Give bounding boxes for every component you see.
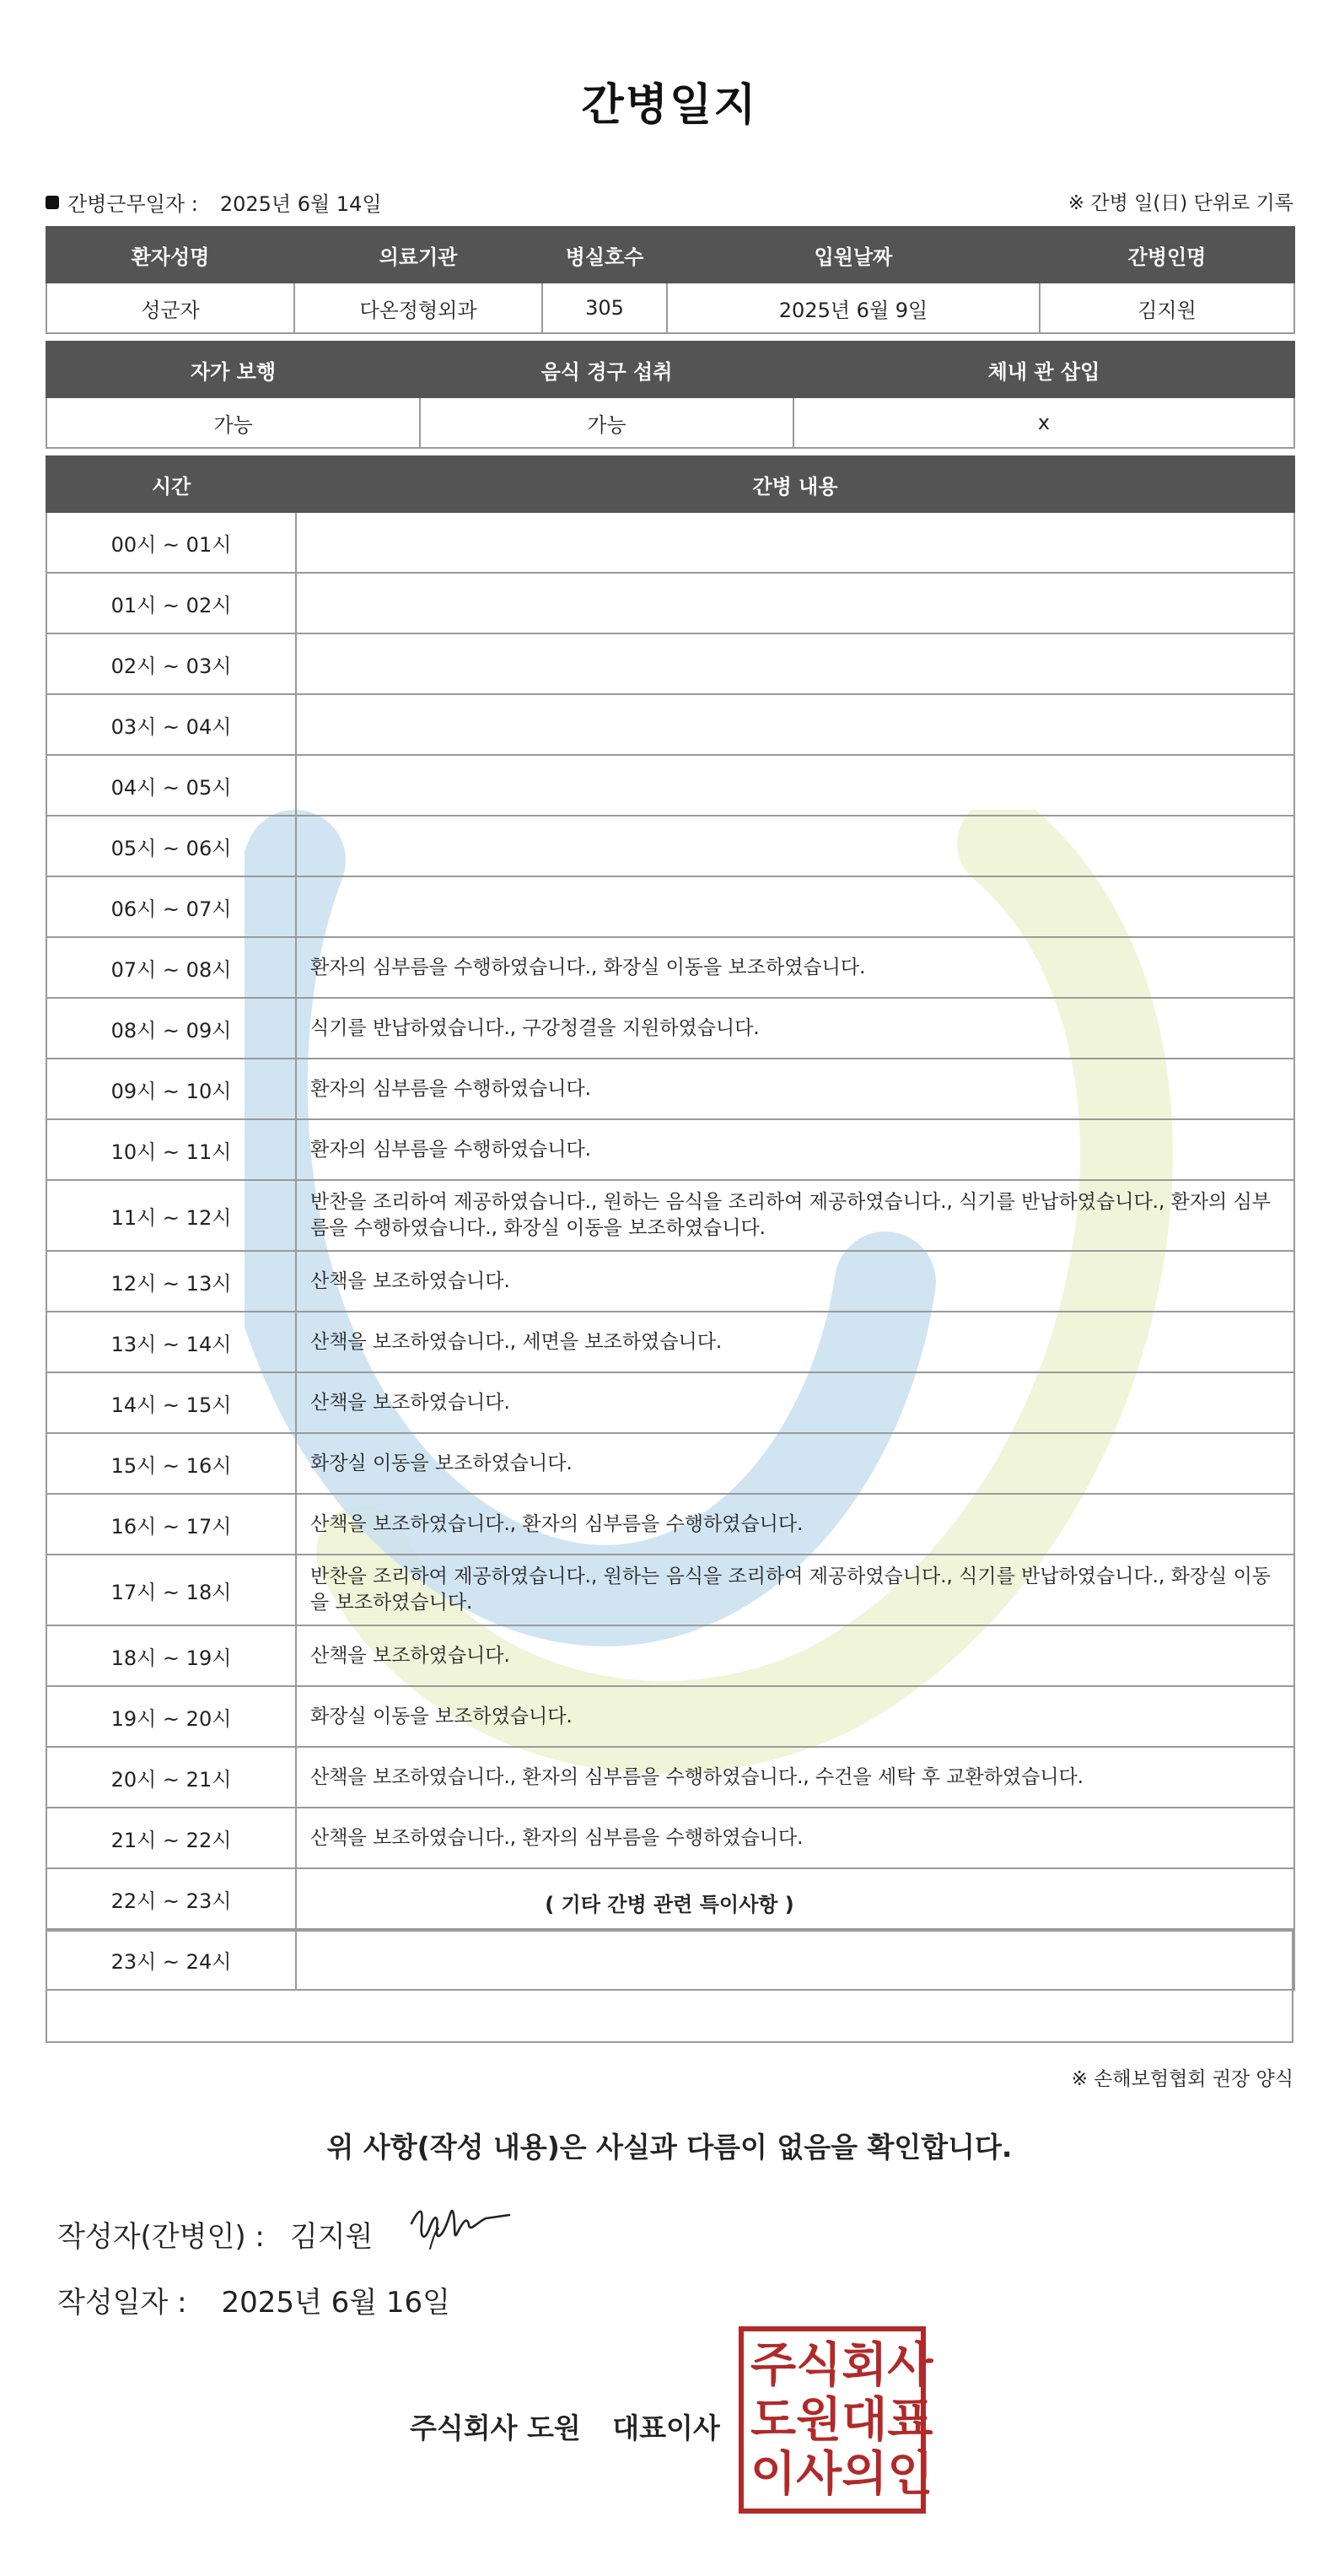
patient-status-header-row — [46, 342, 1294, 397]
care-log-row — [46, 816, 1294, 876]
care-log-content: 식기를 반납하였습니다., 구강청결을 지원하였습니다. — [296, 998, 1294, 1059]
seal-character: 식 — [796, 2337, 842, 2393]
care-log-time: 16시 ~ 17시 — [46, 1494, 296, 1555]
care-log-content: 반찬을 조리하여 제공하였습니다., 원하는 음식을 조리하여 제공하였습니다., 식기를 반납하였습니다., 화장실 이동을 보조하였습니다. — [296, 1555, 1294, 1625]
header-patient-name: 환자성명 — [46, 227, 294, 283]
care-log-row — [46, 1494, 1294, 1555]
care-log-content — [296, 633, 1294, 694]
care-log-time: 19시 ~ 20시 — [46, 1686, 296, 1747]
care-log-row — [46, 1625, 1294, 1686]
care-log-time: 22시 ~ 23시 — [46, 1868, 296, 1929]
care-log-row — [46, 876, 1294, 937]
patient-name: 성군자 — [46, 283, 294, 333]
care-log-row — [46, 1808, 1294, 1868]
care-log-time: 21시 ~ 22시 — [46, 1808, 296, 1868]
header-admission-date: 입원날짜 — [667, 227, 1040, 283]
care-log-time: 05시 ~ 06시 — [46, 816, 296, 876]
writer-label: 작성자(간병인) : — [57, 2220, 265, 2254]
care-log-time: 02시 ~ 03시 — [46, 633, 296, 694]
care-log-content: 산책을 보조하였습니다., 세면을 보조하였습니다. — [296, 1312, 1294, 1372]
care-log-body — [46, 512, 1294, 1990]
work-date-value: 2025년 6월 14일 — [219, 192, 382, 216]
care-log-content — [296, 512, 1294, 573]
written-date-line — [57, 2279, 450, 2320]
writer-name: 김지원 — [289, 2220, 374, 2254]
care-log-time: 04시 ~ 05시 — [46, 755, 296, 816]
record-unit-note: ※ 간병 일(日) 단위로 기록 — [1067, 192, 1293, 214]
care-log-row — [46, 1180, 1294, 1251]
header-oral-intake: 음식 경구 섭취 — [420, 342, 793, 397]
form-source-note: ※ 손해보험협회 권장 양식 — [1071, 2068, 1293, 2090]
care-log-time: 20시 ~ 21시 — [46, 1747, 296, 1808]
work-date-label: 간병근무일자 : — [67, 192, 198, 216]
care-log-row — [46, 937, 1294, 998]
care-log-content: 반찬을 조리하여 제공하였습니다., 원하는 음식을 조리하여 제공하였습니다., 식기를 반납하였습니다., 환자의 심부름을 수행하였습니다., 화장실 이동을 보조하였습니다. — [296, 1180, 1294, 1251]
seal-character: 사 — [796, 2446, 842, 2503]
care-log-time: 09시 ~ 10시 — [46, 1059, 296, 1119]
header-caregiver-name: 간병인명 — [1040, 227, 1294, 283]
seal-character: 주 — [750, 2337, 797, 2393]
care-log-time: 15시 ~ 16시 — [46, 1433, 296, 1494]
patient-status-table — [46, 341, 1295, 449]
care-log-time: 06시 ~ 07시 — [46, 876, 296, 937]
patient-info-header-row — [46, 227, 1294, 283]
care-log-row — [46, 1119, 1294, 1180]
care-log-row — [46, 694, 1294, 755]
square-bullet-icon — [46, 196, 59, 209]
company-seal-stamp — [739, 2326, 933, 2514]
header-time: 시간 — [46, 456, 296, 512]
care-log-time: 01시 ~ 02시 — [46, 573, 296, 633]
care-log-row — [46, 755, 1294, 816]
seal-character: 회 — [842, 2337, 888, 2393]
written-date-label: 작성일자 : — [57, 2286, 187, 2320]
document-title: 간병일지 — [581, 80, 758, 131]
care-log-time: 23시 ~ 24시 — [46, 1929, 296, 1990]
hospital-name: 다온정형외과 — [294, 283, 542, 333]
admission-date: 2025년 6월 9일 — [667, 283, 1040, 333]
care-log-time: 08시 ~ 09시 — [46, 998, 296, 1059]
header-hospital: 의료기관 — [294, 227, 542, 283]
seal-character: 도 — [750, 2391, 797, 2448]
company-rep-title: 대표이사 — [612, 2412, 720, 2444]
care-log-time: 14시 ~ 15시 — [46, 1372, 296, 1433]
care-log-row — [46, 1372, 1294, 1433]
care-log-row — [46, 998, 1294, 1059]
seal-character: 표 — [887, 2391, 933, 2448]
care-log-time: 18시 ~ 19시 — [46, 1625, 296, 1686]
care-log-content: 화장실 이동을 보조하였습니다. — [296, 1686, 1294, 1747]
care-log-content: 환자의 심부름을 수행하였습니다. — [296, 1119, 1294, 1180]
notes-box — [46, 1930, 1293, 2043]
seal-character: 인 — [887, 2446, 933, 2503]
header-self-walking: 자가 보행 — [46, 342, 420, 397]
care-log-row — [46, 1747, 1294, 1808]
care-log-row — [46, 1555, 1294, 1625]
care-log-time: 10시 ~ 11시 — [46, 1119, 296, 1180]
hourly-care-log-table — [46, 455, 1295, 1991]
meta-row — [46, 184, 1293, 218]
seal-character: 원 — [796, 2391, 842, 2448]
care-log-time: 12시 ~ 13시 — [46, 1251, 296, 1312]
care-log-time: 00시 ~ 01시 — [46, 512, 296, 573]
company-name: 주식회사 도원 — [410, 2412, 581, 2444]
seal-character: 이 — [750, 2446, 797, 2503]
care-log-content: 화장실 이동을 보조하였습니다. — [296, 1433, 1294, 1494]
care-log-time: 03시 ~ 04시 — [46, 694, 296, 755]
care-log-row — [46, 1433, 1294, 1494]
care-log-content — [296, 694, 1294, 755]
header-tube-insertion: 체내 관 삽입 — [793, 342, 1294, 397]
care-log-content: 산책을 보조하였습니다. — [296, 1251, 1294, 1312]
tube-insertion-value: x — [793, 397, 1294, 448]
caregiver-name: 김지원 — [1040, 283, 1294, 333]
seal-character: 의 — [842, 2446, 888, 2503]
seal-character: 사 — [887, 2337, 933, 2393]
writer-line — [57, 2213, 373, 2255]
company-line — [410, 2406, 720, 2446]
written-date-value: 2025년 6월 16일 — [221, 2286, 451, 2320]
care-log-row — [46, 512, 1294, 573]
care-log-header-row — [46, 456, 1294, 512]
care-log-time: 07시 ~ 08시 — [46, 937, 296, 998]
care-log-row — [46, 1059, 1294, 1119]
care-log-row — [46, 633, 1294, 694]
care-log-content — [296, 755, 1294, 816]
care-log-time: 11시 ~ 12시 — [46, 1180, 296, 1251]
seal-characters — [750, 2337, 933, 2503]
patient-status-value-row — [46, 397, 1294, 448]
room-number: 305 — [542, 283, 667, 333]
oral-intake-value: 가능 — [420, 397, 793, 448]
care-log-content: 산책을 보조하였습니다., 환자의 심부름을 수행하였습니다. — [296, 1494, 1294, 1555]
care-log-row — [46, 1251, 1294, 1312]
header-room-number: 병실호수 — [542, 227, 667, 283]
care-log-content: 환자의 심부름을 수행하였습니다. — [296, 1059, 1294, 1119]
care-log-content — [296, 573, 1294, 633]
care-log-content: 산책을 보조하였습니다. — [296, 1625, 1294, 1686]
care-log-time: 17시 ~ 18시 — [46, 1555, 296, 1625]
care-log-row — [46, 573, 1294, 633]
seal-character: 대 — [842, 2391, 888, 2448]
notes-title: ( 기타 간병 관련 특이사항 ) — [545, 1893, 794, 1916]
header-care-content: 간병 내용 — [296, 456, 1294, 512]
patient-info-value-row — [46, 283, 1294, 333]
care-log-content — [296, 816, 1294, 876]
care-log-row — [46, 1686, 1294, 1747]
handwritten-signature — [405, 2190, 514, 2257]
self-walking-value: 가능 — [46, 397, 420, 448]
care-log-content: 환자의 심부름을 수행하였습니다., 화장실 이동을 보조하였습니다. — [296, 937, 1294, 998]
care-log-row — [46, 1312, 1294, 1372]
patient-info-table — [46, 226, 1295, 334]
care-log-content: 산책을 보조하였습니다. — [296, 1372, 1294, 1433]
care-log-content: 산책을 보조하였습니다., 환자의 심부름을 수행하였습니다., 수건을 세탁 후 교환하였습니다. — [296, 1747, 1294, 1808]
care-log-time: 13시 ~ 14시 — [46, 1312, 296, 1372]
care-log-content — [296, 876, 1294, 937]
confirmation-statement: 위 사항(작성 내용)은 사실과 다름이 없음을 확인합니다. — [326, 2131, 1013, 2164]
care-log-content: 산책을 보조하였습니다., 환자의 심부름을 수행하였습니다. — [296, 1808, 1294, 1868]
work-date — [46, 187, 382, 217]
